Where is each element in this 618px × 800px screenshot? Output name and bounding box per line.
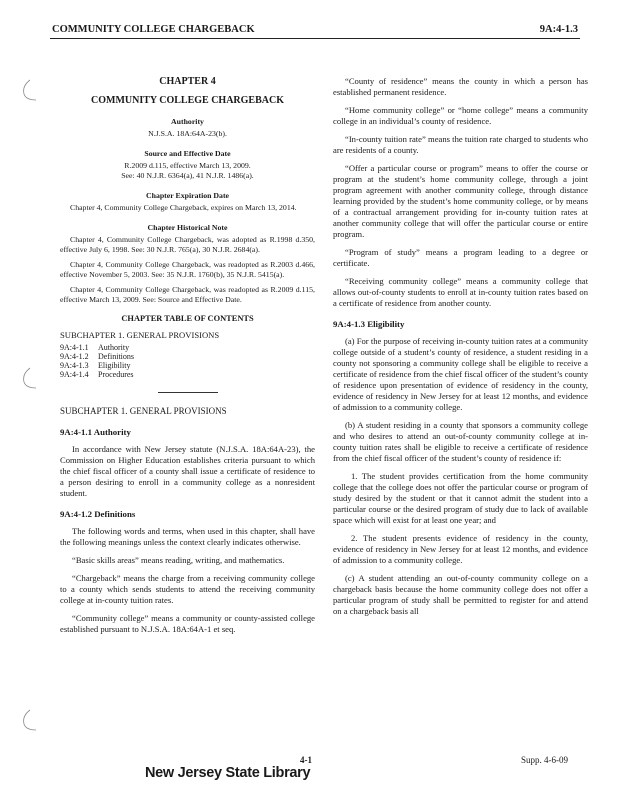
binder-hole-mark xyxy=(18,366,40,392)
eligibility-para-b1: 1. The student provides certification from the home community college that the college does not offer the particular course or program of study desired by the student or that it cannot admit the student into a particular course or the desired program of study due to lack of available space which will exist for at least one year; and xyxy=(333,471,588,525)
source-heading: Source and Effective Date xyxy=(144,149,231,158)
supplement-date: Supp. 4-6-09 xyxy=(521,755,568,765)
binder-hole-mark xyxy=(18,78,40,104)
historical-note-1: Chapter 4, Community College Chargeback, was adopted as R.1998 d.350, effective July 6, 1998. See: 30 N.J.R. 765(a), 30 N.J.R. 2684(a). xyxy=(60,235,315,254)
chapter-number: CHAPTER 4 xyxy=(159,76,216,87)
definition-county-of-residence: “County of residence” means the county in which a person has established permanent residence. xyxy=(333,76,588,97)
running-header xyxy=(50,20,580,39)
library-stamp: New Jersey State Library xyxy=(145,765,311,781)
toc-entry xyxy=(60,370,315,379)
definition-receiving-college: “Receiving community college” means a community college that allows out-of-county students to enroll at in-county tuition rates based on a certificate of residence from another county. xyxy=(333,276,588,308)
running-header-title: COMMUNITY COLLEGE CHARGEBACK xyxy=(52,24,255,35)
toc-title: CHAPTER TABLE OF CONTENTS xyxy=(121,314,254,323)
toc-entry-number: 9A:4-1.2 xyxy=(60,352,89,361)
eligibility-para-a: (a) For the purpose of receiving in-county tuition rates at a community college outside of a student’s county of residence, a student residing in a county not sponsoring a community college shall be eligible to receive a certificate of residence from the chief fiscal officer of the student’s county of residence upon presentation of evidence of residency in the county, evidence of residency in New Jersey for at least 12 months, and evidence of admission to a community college. xyxy=(333,336,588,412)
section-1-1-title: 9A:4-1.1 Authority xyxy=(60,427,131,437)
definition-community-college: “Community college” means a community or county-assisted college established pursuant to N.J.S.A. 18A:64A-1 et seq. xyxy=(60,613,315,634)
toc-entry-number: 9A:4-1.3 xyxy=(60,361,89,370)
running-header-section: 9A:4-1.3 xyxy=(539,24,578,35)
toc-entry xyxy=(60,352,315,361)
subchapter-heading: SUBCHAPTER 1. GENERAL PROVISIONS xyxy=(60,406,227,416)
toc-entry-number: 9A:4-1.4 xyxy=(60,370,89,379)
toc-entry xyxy=(60,361,315,370)
eligibility-para-b2: 2. The student presents evidence of residency in the county, evidence of residency in New Jersey for at least 12 months, and evidence of admission to a community college. xyxy=(333,533,588,565)
eligibility-para-c: (c) A student attending an out-of-county community college on a chargeback basis because the home community college does not offer a particular program of study shall be permitted to register for and attend on a chargeback basis all xyxy=(333,573,588,616)
authority-text: N.J.S.A. 18A:64A-23(b). xyxy=(148,129,227,138)
section-1-2-title: 9A:4-1.2 Definitions xyxy=(60,509,136,519)
definition-offer-course: “Offer a particular course or program” means to offer the course or program at the student’s home community college, through a joint program agreement with another community college, through distance learning provided by the student’s home community college, or by means of a contractual arrangement providing for in-county tuition rates at another community college that will offer the particular course or entire program. xyxy=(333,163,588,239)
toc-entry-title: Definitions xyxy=(98,352,134,361)
page-number: 4-1 xyxy=(300,755,312,765)
section-1-2-intro: The following words and terms, when used in this chapter, shall have the following meanings unless the context clearly indicates otherwise. xyxy=(60,526,315,547)
eligibility-para-b: (b) A student residing in a county that sponsors a community college and who desires to attend an out-of-county community college at in-county tuition rates shall be eligible to receive a certificate of residence from the chief fiscal officer of the student’s county of residence if: xyxy=(333,420,588,463)
historical-heading: Chapter Historical Note xyxy=(147,223,228,232)
toc-entry-number: 9A:4-1.1 xyxy=(60,343,89,352)
left-column xyxy=(60,76,315,642)
historical-note-3: Chapter 4, Community College Chargeback, was readopted as R.2009 d.115, effective March 13, 2009. See: Source and Effective Date. xyxy=(60,285,315,304)
toc-entry-title: Eligibility xyxy=(98,361,131,370)
historical-note-2: Chapter 4, Community College Chargeback, was readopted as R.2003 d.466, effective November 5, 2003. See: 35 N.J.R. 1760(b), 35 N.J.R. 5415(a). xyxy=(60,260,315,279)
binder-hole-mark xyxy=(18,708,40,734)
section-1-3-title: 9A:4-1.3 Eligibility xyxy=(333,319,405,329)
chapter-title: COMMUNITY COLLEGE CHARGEBACK xyxy=(91,95,284,106)
authority-heading: Authority xyxy=(171,117,204,126)
definition-home-college: “Home community college” or “home college” means a community college in an individual’s county of residence. xyxy=(333,105,588,126)
toc-subchapter: SUBCHAPTER 1. GENERAL PROVISIONS xyxy=(60,330,220,340)
toc-entry-title: Procedures xyxy=(98,370,134,379)
source-text-2: See: 40 N.J.R. 6364(a), 41 N.J.R. 1486(a). xyxy=(121,171,254,180)
right-column xyxy=(333,76,588,624)
definition-basic-skills: “Basic skills areas” means reading, writing, and mathematics. xyxy=(72,555,285,565)
definition-in-county-tuition: “In-county tuition rate” means the tuition rate charged to students who are residents of a county. xyxy=(333,134,588,155)
expiration-text: Chapter 4, Community College Chargeback, expires on March 13, 2014. xyxy=(70,203,297,212)
expiration-heading: Chapter Expiration Date xyxy=(145,191,230,200)
section-divider xyxy=(158,392,218,393)
toc-entry-title: Authority xyxy=(98,343,130,352)
definition-program-of-study: “Program of study” means a program leading to a degree or certificate. xyxy=(333,247,588,268)
section-1-1-text: In accordance with New Jersey statute (N.J.S.A. 18A:64A-23), the Commission on Higher Education establishes criteria pursuant to which the chief fiscal officer of a county shall issue a certificate of residence to a person desiring to enroll in a community college as a nonresident student. xyxy=(60,444,315,498)
definition-chargeback: “Chargeback” means the charge from a receiving community college to a county which sends students to attend the receiving community college at in-county tuition rates. xyxy=(60,573,315,605)
source-text-1: R.2009 d.115, effective March 13, 2009. xyxy=(124,161,251,170)
toc-entry xyxy=(60,343,315,352)
